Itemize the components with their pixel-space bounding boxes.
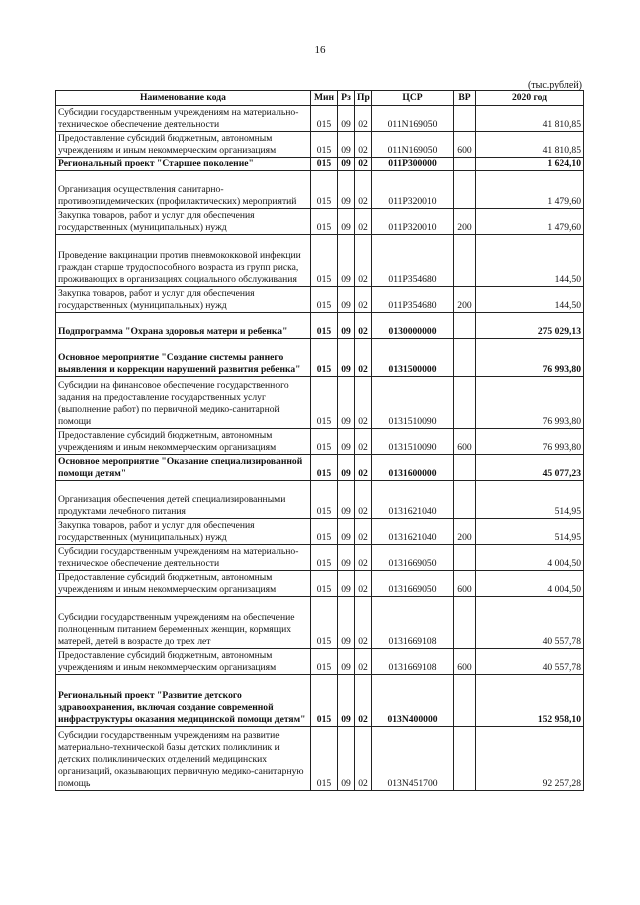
cell-name: Субсидии государственным учреждениям на материально-техническое обеспечение деятельности	[56, 106, 311, 132]
cell-vr: 600	[454, 132, 476, 158]
cell-pr: 02	[355, 519, 372, 545]
cell-rz: 09	[338, 171, 355, 209]
cell-amount: 76 993,80	[476, 339, 584, 377]
header-rz: Рз	[338, 91, 355, 106]
header-min: Мин	[311, 91, 338, 106]
cell-min: 015	[311, 377, 338, 429]
cell-name: Предоставление субсидий бюджетным, автономным учреждениям и иным некоммерческим организациям	[56, 429, 311, 455]
cell-vr	[454, 235, 476, 287]
cell-amount: 92 257,28	[476, 727, 584, 791]
cell-min: 015	[311, 597, 338, 649]
cell-pr: 02	[355, 235, 372, 287]
cell-name: Организация осуществления санитарно-противоэпидемических (профилактических) мероприятий	[56, 171, 311, 209]
cell-amount: 275 029,13	[476, 313, 584, 339]
cell-csr: 011P300000	[372, 158, 454, 171]
cell-rz: 09	[338, 132, 355, 158]
cell-min: 015	[311, 158, 338, 171]
table-row	[56, 675, 584, 727]
cell-amount: 152 958,10	[476, 675, 584, 727]
page-number: 16	[314, 44, 326, 56]
cell-name: Основное мероприятие "Оказание специализированной помощи детям"	[56, 455, 311, 481]
cell-name: Предоставление субсидий бюджетным, автономным учреждениям и иным некоммерческим организациям	[56, 649, 311, 675]
table-row	[56, 106, 584, 132]
cell-pr: 02	[355, 649, 372, 675]
cell-csr: 0131510090	[372, 429, 454, 455]
cell-amount: 41 810,85	[476, 132, 584, 158]
cell-min: 015	[311, 339, 338, 377]
cell-min: 015	[311, 727, 338, 791]
cell-pr: 02	[355, 545, 372, 571]
cell-amount: 41 810,85	[476, 106, 584, 132]
cell-vr	[454, 455, 476, 481]
cell-amount: 4 004,50	[476, 545, 584, 571]
cell-vr	[454, 106, 476, 132]
cell-amount: 514,95	[476, 481, 584, 519]
cell-rz: 09	[338, 675, 355, 727]
cell-rz: 09	[338, 158, 355, 171]
cell-csr: 011N169050	[372, 132, 454, 158]
cell-pr: 02	[355, 106, 372, 132]
cell-min: 015	[311, 481, 338, 519]
cell-vr: 600	[454, 429, 476, 455]
cell-name: Субсидии государственным учреждениям на развитие материально-технической базы детских поликлиник и детских поликлинических отделений медицинских организаций, оказывающих первичную медико-санитарную помощь	[56, 727, 311, 791]
cell-csr: 011P320010	[372, 209, 454, 235]
cell-amount: 1 479,60	[476, 209, 584, 235]
cell-pr: 02	[355, 132, 372, 158]
cell-vr	[454, 158, 476, 171]
table-row	[56, 287, 584, 313]
table-row	[56, 429, 584, 455]
cell-pr: 02	[355, 455, 372, 481]
cell-pr: 02	[355, 377, 372, 429]
table-row	[56, 377, 584, 429]
cell-amount: 40 557,78	[476, 649, 584, 675]
cell-min: 015	[311, 209, 338, 235]
cell-amount: 40 557,78	[476, 597, 584, 649]
cell-rz: 09	[338, 106, 355, 132]
cell-csr: 0130000000	[372, 313, 454, 339]
cell-csr: 0131669050	[372, 545, 454, 571]
cell-name: Основное мероприятие "Создание системы раннего выявления и коррекции нарушений развития ребенка"	[56, 339, 311, 377]
cell-pr: 02	[355, 571, 372, 597]
table-row	[56, 727, 584, 791]
cell-pr: 02	[355, 171, 372, 209]
budget-table	[55, 90, 584, 791]
cell-rz: 09	[338, 429, 355, 455]
cell-csr: 011N169050	[372, 106, 454, 132]
cell-pr: 02	[355, 287, 372, 313]
table-row	[56, 209, 584, 235]
cell-vr	[454, 727, 476, 791]
cell-name: Закупка товаров, работ и услуг для обеспечения государственных (муниципальных) нужд	[56, 209, 311, 235]
table-row	[56, 158, 584, 171]
cell-rz: 09	[338, 597, 355, 649]
cell-rz: 09	[338, 209, 355, 235]
table-row	[56, 235, 584, 287]
table-row	[56, 597, 584, 649]
cell-rz: 09	[338, 339, 355, 377]
cell-amount: 144,50	[476, 287, 584, 313]
cell-min: 015	[311, 571, 338, 597]
table-row	[56, 171, 584, 209]
cell-rz: 09	[338, 545, 355, 571]
cell-name: Региональный проект "Развитие детского здравоохранения, включая создание современной инфраструктуры оказания медицинской помощи детям"	[56, 675, 311, 727]
header-csr: ЦСР	[372, 91, 454, 106]
cell-csr: 0131621040	[372, 481, 454, 519]
cell-csr: 0131621040	[372, 519, 454, 545]
cell-rz: 09	[338, 481, 355, 519]
cell-pr: 02	[355, 209, 372, 235]
cell-amount: 45 077,23	[476, 455, 584, 481]
cell-amount: 144,50	[476, 235, 584, 287]
table-row	[56, 519, 584, 545]
cell-name: Предоставление субсидий бюджетным, автономным учреждениям и иным некоммерческим организациям	[56, 132, 311, 158]
cell-name: Субсидии государственным учреждениям на обеспечение полноценным питанием беременных женщин, кормящих матерей, детей в возрасте до трех лет	[56, 597, 311, 649]
cell-amount: 1 624,10	[476, 158, 584, 171]
cell-rz: 09	[338, 287, 355, 313]
cell-min: 015	[311, 545, 338, 571]
cell-csr: 0131510090	[372, 377, 454, 429]
cell-name: Субсидии на финансовое обеспечение государственного задания на предоставление государственных услуг (выполнение работ) по первичной медико-санитарной помощи	[56, 377, 311, 429]
cell-rz: 09	[338, 235, 355, 287]
cell-vr: 600	[454, 649, 476, 675]
cell-csr: 0131600000	[372, 455, 454, 481]
cell-pr: 02	[355, 727, 372, 791]
cell-pr: 02	[355, 313, 372, 339]
cell-rz: 09	[338, 727, 355, 791]
units-label: (тыс.рублей)	[527, 80, 582, 91]
cell-name: Подпрограмма "Охрана здоровья матери и ребенка"	[56, 313, 311, 339]
cell-name: Региональный проект "Старшее поколение"	[56, 158, 311, 171]
cell-vr: 600	[454, 571, 476, 597]
cell-amount: 514,95	[476, 519, 584, 545]
cell-vr: 200	[454, 209, 476, 235]
cell-vr	[454, 339, 476, 377]
cell-min: 015	[311, 132, 338, 158]
cell-vr	[454, 545, 476, 571]
cell-csr: 0131669108	[372, 649, 454, 675]
table-row	[56, 455, 584, 481]
header-pr: Пр	[355, 91, 372, 106]
cell-rz: 09	[338, 649, 355, 675]
cell-amount: 76 993,80	[476, 377, 584, 429]
cell-vr	[454, 481, 476, 519]
table-row	[56, 481, 584, 519]
table-row	[56, 313, 584, 339]
cell-csr: 011P320010	[372, 171, 454, 209]
table-row	[56, 649, 584, 675]
cell-min: 015	[311, 287, 338, 313]
cell-min: 015	[311, 675, 338, 727]
cell-pr: 02	[355, 158, 372, 171]
cell-pr: 02	[355, 675, 372, 727]
cell-csr: 0131669050	[372, 571, 454, 597]
cell-rz: 09	[338, 313, 355, 339]
cell-amount: 1 479,60	[476, 171, 584, 209]
cell-name: Организация обеспечения детей специализированными продуктами лечебного питания	[56, 481, 311, 519]
table-row	[56, 339, 584, 377]
cell-min: 015	[311, 455, 338, 481]
cell-rz: 09	[338, 455, 355, 481]
cell-name: Закупка товаров, работ и услуг для обеспечения государственных (муниципальных) нужд	[56, 287, 311, 313]
header-vr: ВР	[454, 91, 476, 106]
cell-csr: 013N451700	[372, 727, 454, 791]
header-name: Наименование кода	[56, 91, 311, 106]
cell-csr: 0131500000	[372, 339, 454, 377]
cell-pr: 02	[355, 597, 372, 649]
cell-csr: 0131669108	[372, 597, 454, 649]
table-row	[56, 571, 584, 597]
cell-csr: 013N400000	[372, 675, 454, 727]
cell-rz: 09	[338, 519, 355, 545]
cell-vr	[454, 377, 476, 429]
header-year: 2020 год	[476, 91, 584, 106]
cell-vr	[454, 313, 476, 339]
cell-min: 015	[311, 106, 338, 132]
cell-vr: 200	[454, 287, 476, 313]
cell-min: 015	[311, 235, 338, 287]
cell-vr	[454, 171, 476, 209]
cell-amount: 76 993,80	[476, 429, 584, 455]
cell-vr	[454, 675, 476, 727]
cell-pr: 02	[355, 429, 372, 455]
table-row	[56, 132, 584, 158]
cell-rz: 09	[338, 377, 355, 429]
cell-min: 015	[311, 649, 338, 675]
cell-csr: 011P354680	[372, 235, 454, 287]
cell-name: Закупка товаров, работ и услуг для обеспечения государственных (муниципальных) нужд	[56, 519, 311, 545]
cell-pr: 02	[355, 339, 372, 377]
cell-min: 015	[311, 429, 338, 455]
cell-name: Проведение вакцинации против пневмококковой инфекции граждан старше трудоспособного возраста из групп риска, проживающих в организациях социального обслуживания	[56, 235, 311, 287]
cell-amount: 4 004,50	[476, 571, 584, 597]
cell-csr: 011P354680	[372, 287, 454, 313]
cell-vr	[454, 597, 476, 649]
cell-pr: 02	[355, 481, 372, 519]
cell-min: 015	[311, 171, 338, 209]
table-header-row	[56, 91, 584, 106]
cell-rz: 09	[338, 571, 355, 597]
cell-min: 015	[311, 313, 338, 339]
cell-min: 015	[311, 519, 338, 545]
cell-vr: 200	[454, 519, 476, 545]
cell-name: Предоставление субсидий бюджетным, автономным учреждениям и иным некоммерческим организациям	[56, 571, 311, 597]
table-row	[56, 545, 584, 571]
cell-name: Субсидии государственным учреждениям на материально-техническое обеспечение деятельности	[56, 545, 311, 571]
